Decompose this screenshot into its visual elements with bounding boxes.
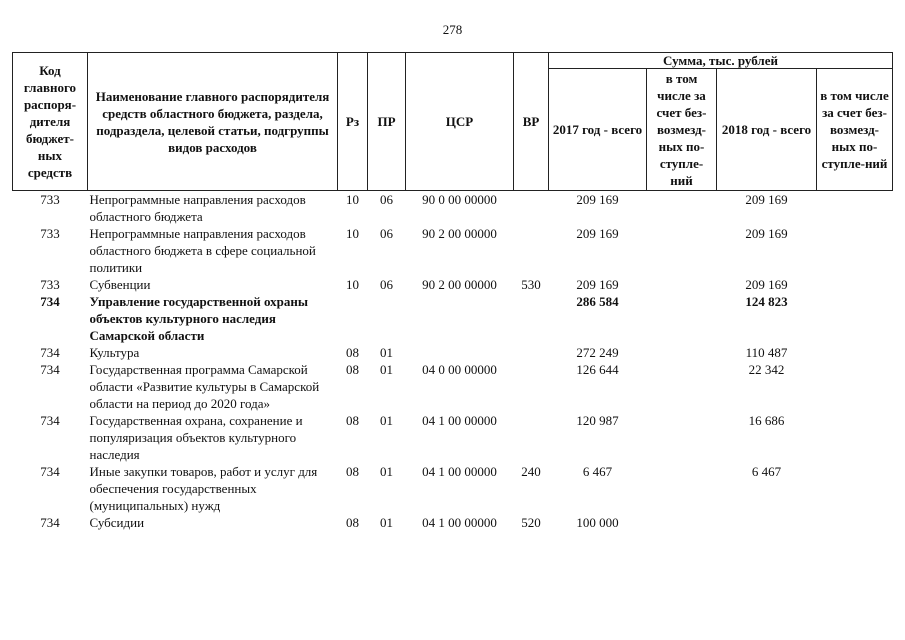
row-rz: 08 (346, 413, 359, 428)
row-rz: 08 (346, 345, 359, 360)
row-pr (368, 293, 406, 344)
row-sum-2018: 16 686 (748, 413, 785, 428)
row-pr: 01 (380, 464, 393, 479)
row-free-2017 (647, 514, 717, 531)
table-row (13, 344, 893, 361)
header-free-2018: в том числе за счет без-возмезд-ных по-ступле-ний (817, 69, 893, 191)
row-rz: 08 (346, 362, 359, 377)
row-sum-2017: 126 644 (576, 362, 619, 377)
row-name: Субсидии (89, 515, 145, 530)
header-sum-2018: 2018 год - всего (717, 69, 817, 191)
row-free-2018 (817, 412, 893, 463)
header-row-top (13, 53, 893, 69)
row-csr: 04 1 00 00000 (422, 464, 497, 479)
row-code: 734 (40, 515, 60, 530)
table-row (13, 514, 893, 531)
row-sum-2018: 6 467 (751, 464, 782, 479)
row-free-2018 (817, 463, 893, 514)
row-vr (514, 191, 549, 226)
header-pr: ПР (368, 53, 406, 191)
row-sum-2017: 6 467 (582, 464, 613, 479)
row-rz: 08 (346, 515, 359, 530)
table-row (13, 276, 893, 293)
header-sum-2017: 2017 год - всего (549, 69, 647, 191)
row-sum-2017: 100 000 (576, 515, 619, 530)
row-sum-2018: 22 342 (748, 362, 785, 377)
row-pr: 01 (380, 345, 393, 360)
row-name: Управление государственной охраны объектов культурного наследия Самарской области (89, 294, 308, 343)
row-csr (406, 344, 514, 361)
header-name: Наименование главного распорядителя средств областного бюджета, раздела, подраздела, целевой статьи, подгруппы видов расходов (88, 53, 338, 191)
row-pr: 01 (380, 515, 393, 530)
table-row (13, 412, 893, 463)
row-free-2018 (817, 361, 893, 412)
row-free-2017 (647, 463, 717, 514)
row-name: Субвенции (89, 277, 151, 292)
row-sum-2017: 209 169 (576, 277, 619, 292)
row-code: 733 (40, 192, 60, 207)
row-code: 734 (40, 413, 60, 428)
header-code: Код главного распоря-дителя бюджет-ных средств (13, 53, 88, 191)
row-free-2017 (647, 276, 717, 293)
row-free-2017 (647, 191, 717, 226)
row-free-2018 (817, 276, 893, 293)
row-code: 733 (40, 226, 60, 241)
header-csr: ЦСР (406, 53, 514, 191)
row-sum-2017: 286 584 (576, 294, 619, 309)
row-csr: 04 0 00 00000 (422, 362, 497, 377)
row-csr: 90 0 00 00000 (422, 192, 497, 207)
table-row (13, 191, 893, 226)
row-free-2018 (817, 225, 893, 276)
row-name: Государственная охрана, сохранение и популяризация объектов культурного наследия (89, 413, 303, 462)
row-rz: 10 (346, 277, 359, 292)
row-name: Непрограммные направления расходов областного бюджета в сфере социальной политики (89, 226, 316, 275)
row-csr (406, 293, 514, 344)
row-name: Государственная программа Самарской области «Развитие культуры в Самарской области на период до 2020 года» (89, 362, 320, 411)
row-free-2017 (647, 225, 717, 276)
row-pr: 06 (380, 192, 393, 207)
header-rz: Рз (338, 53, 368, 191)
row-sum-2017: 209 169 (576, 192, 619, 207)
row-name: Иные закупки товаров, работ и услуг для обеспечения государственных (муниципальных) нужд (89, 464, 318, 513)
row-sum-2018: 209 169 (745, 277, 788, 292)
row-code: 733 (40, 277, 60, 292)
row-rz: 08 (346, 464, 359, 479)
row-free-2018 (817, 293, 893, 344)
row-code: 734 (40, 294, 60, 309)
row-sum-2018 (717, 514, 817, 531)
row-free-2017 (647, 293, 717, 344)
row-sum-2017: 209 169 (576, 226, 619, 241)
row-pr: 01 (380, 413, 393, 428)
row-csr: 04 1 00 00000 (422, 515, 497, 530)
row-pr: 01 (380, 362, 393, 377)
row-vr (514, 361, 549, 412)
row-rz: 10 (346, 192, 359, 207)
table-row (13, 463, 893, 514)
row-vr (514, 412, 549, 463)
row-free-2018 (817, 344, 893, 361)
row-vr: 530 (521, 277, 541, 292)
header-sum: Сумма, тыс. рублей (549, 53, 893, 69)
row-pr: 06 (380, 277, 393, 292)
header-vr: ВР (514, 53, 549, 191)
row-sum-2017: 272 249 (576, 345, 619, 360)
row-rz: 10 (346, 226, 359, 241)
row-free-2017 (647, 344, 717, 361)
row-free-2017 (647, 361, 717, 412)
row-free-2018 (817, 191, 893, 226)
row-free-2017 (647, 412, 717, 463)
table-row (13, 361, 893, 412)
row-csr: 90 2 00 00000 (422, 226, 497, 241)
row-vr: 240 (521, 464, 541, 479)
row-pr: 06 (380, 226, 393, 241)
row-csr: 90 2 00 00000 (422, 277, 497, 292)
row-name: Непрограммные направления расходов областного бюджета (89, 192, 306, 224)
table-row (13, 293, 893, 344)
row-csr: 04 1 00 00000 (422, 413, 497, 428)
row-vr: 520 (521, 515, 541, 530)
row-sum-2017: 120 987 (576, 413, 619, 428)
row-name: Культура (89, 345, 140, 360)
row-code: 734 (40, 464, 60, 479)
row-code: 734 (40, 362, 60, 377)
header-free-2017: в том числе за счет без-возмезд-ных по-ступле-ний (647, 69, 717, 191)
row-sum-2018: 110 487 (745, 345, 788, 360)
row-vr (514, 225, 549, 276)
row-code: 734 (40, 345, 60, 360)
row-vr (514, 293, 549, 344)
row-free-2018 (817, 514, 893, 531)
budget-table (12, 52, 893, 531)
row-vr (514, 344, 549, 361)
row-sum-2018: 209 169 (745, 226, 788, 241)
row-rz (338, 293, 368, 344)
row-sum-2018: 209 169 (745, 192, 788, 207)
page-number: 278 (442, 22, 463, 37)
table-row (13, 225, 893, 276)
row-sum-2018: 124 823 (745, 294, 788, 309)
